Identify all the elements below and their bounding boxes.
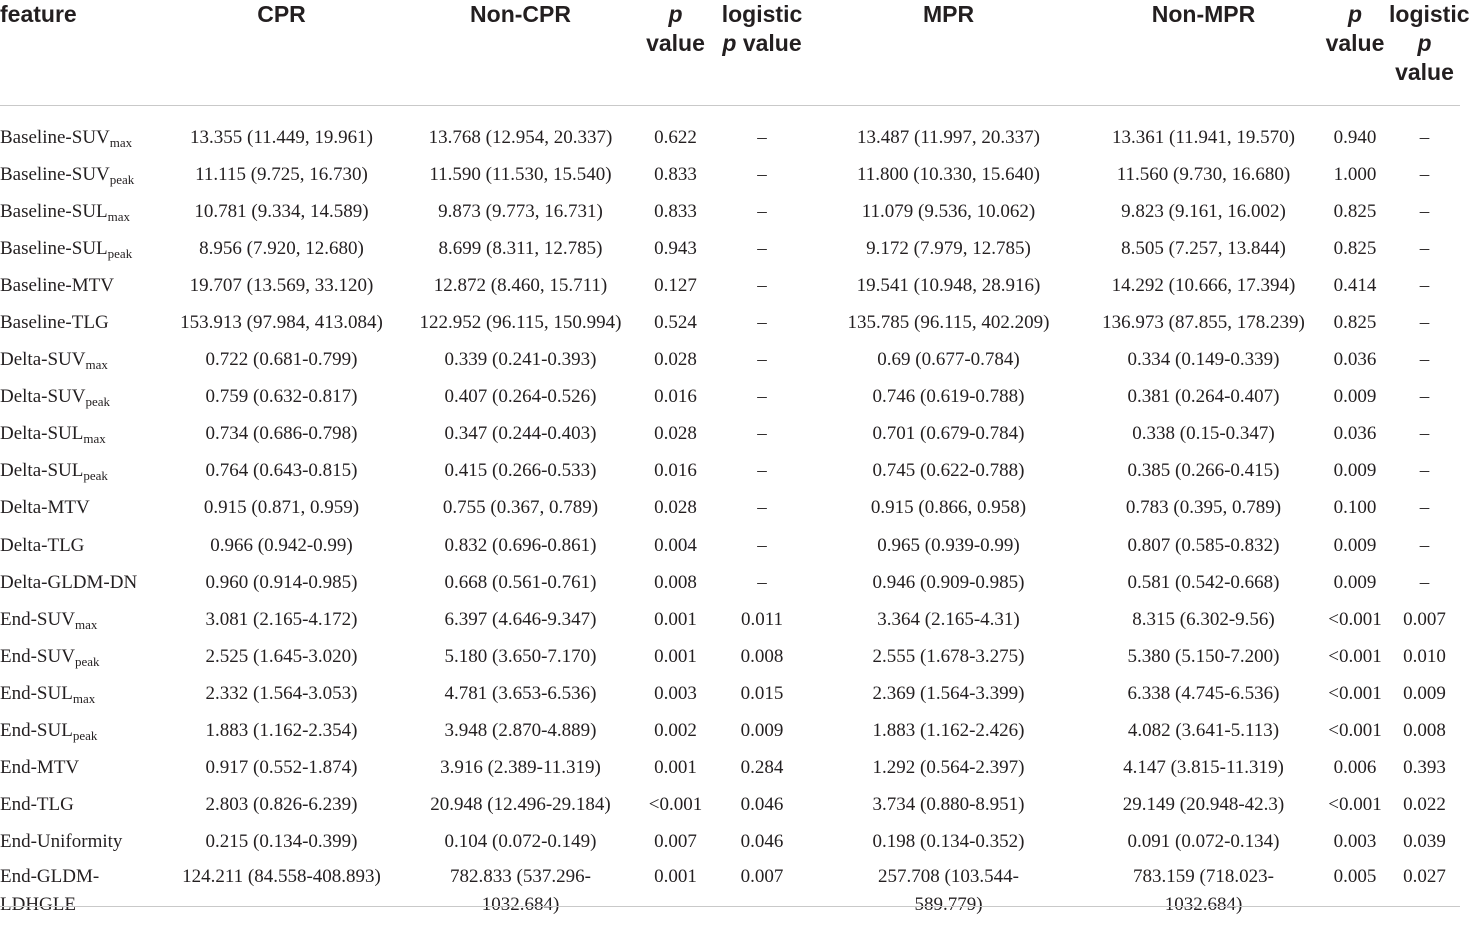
p-value-2-cell: <0.001 bbox=[1328, 645, 1382, 667]
header-cpr: CPR bbox=[160, 0, 403, 106]
feature-cell bbox=[0, 119, 160, 156]
non-cpr-cell: 3.916 (2.389-11.319) bbox=[440, 757, 601, 779]
header-p-value: p value bbox=[638, 0, 713, 106]
non-mpr-cell: 136.973 (87.855, 178.239) bbox=[1102, 312, 1305, 334]
feature-cell bbox=[0, 416, 160, 453]
feature-cell bbox=[0, 861, 160, 927]
cpr-cell: 0.722 (0.681-0.799) bbox=[205, 349, 358, 371]
feature-cell bbox=[0, 342, 160, 379]
feature-subscript: max bbox=[74, 616, 98, 632]
cpr-cell: 0.966 (0.942-0.99) bbox=[210, 534, 353, 556]
logistic-p-value-cell: – bbox=[757, 423, 767, 445]
non-cpr-cell: 20.948 (12.496-29.184) bbox=[430, 794, 611, 816]
p-value-cell: 0.004 bbox=[654, 534, 697, 556]
mpr-cell: 11.800 (10.330, 15.640) bbox=[857, 163, 1040, 185]
table-row bbox=[0, 416, 1460, 453]
table-bottom-rule bbox=[0, 906, 1460, 907]
non-cpr-cell: 4.781 (3.653-6.536) bbox=[444, 682, 597, 704]
logistic-p-value-cell: – bbox=[757, 497, 767, 519]
mpr-cell: 0.946 (0.909-0.985) bbox=[872, 571, 1025, 593]
table-body bbox=[0, 106, 1460, 927]
non-mpr-cell: 0.338 (0.15-0.347) bbox=[1132, 423, 1275, 445]
table-row bbox=[0, 713, 1460, 750]
logistic-p-value-cell: – bbox=[757, 386, 767, 408]
non-cpr-cell: 0.347 (0.244-0.403) bbox=[444, 423, 597, 445]
mpr-cell: 1.292 (0.564-2.397) bbox=[872, 757, 1025, 779]
p-value-2-cell: 0.009 bbox=[1333, 386, 1377, 408]
table-row bbox=[0, 638, 1460, 675]
feature-name: Delta-SUL bbox=[0, 423, 84, 445]
logistic-p-value-cell: – bbox=[757, 163, 767, 185]
table-row bbox=[0, 230, 1460, 267]
feature-cell bbox=[0, 564, 160, 601]
feature-name: Baseline-MTV bbox=[0, 274, 114, 296]
logistic-p-value-cell: – bbox=[757, 460, 767, 482]
mpr-cell: 3.734 (0.880-8.951) bbox=[872, 794, 1025, 816]
table-row bbox=[0, 119, 1460, 156]
non-cpr-cell: 12.872 (8.460, 15.711) bbox=[433, 274, 608, 296]
feature-cell bbox=[0, 787, 160, 824]
p-value-2-cell: <0.001 bbox=[1328, 794, 1382, 816]
cpr-cell: 3.081 (2.165-4.172) bbox=[205, 608, 358, 630]
table-row bbox=[0, 304, 1460, 341]
non-mpr-cell: 0.783 (0.395, 0.789) bbox=[1125, 497, 1282, 519]
mpr-cell bbox=[811, 861, 1086, 927]
feature-name: Delta-SUL bbox=[0, 460, 84, 482]
p-value-2-cell-line: 0.005 bbox=[1333, 865, 1377, 887]
non-mpr-cell: 13.361 (11.941, 19.570) bbox=[1112, 126, 1295, 148]
mpr-cell: 0.915 (0.866, 0.958) bbox=[870, 497, 1027, 519]
feature-cell bbox=[0, 156, 160, 193]
p-value-cell: 0.028 bbox=[654, 497, 697, 519]
logistic-p-value-cell: – bbox=[757, 571, 767, 593]
logistic-p-value-cell: – bbox=[757, 534, 767, 556]
p-value-2-cell: 1.000 bbox=[1333, 163, 1377, 185]
table-row bbox=[0, 564, 1460, 601]
p-value-cell: 0.028 bbox=[654, 423, 697, 445]
mpr-cell: 11.079 (9.536, 10.062) bbox=[861, 200, 1036, 222]
mpr-cell: 0.745 (0.622-0.788) bbox=[872, 460, 1025, 482]
p-value-2-cell: 0.825 bbox=[1333, 200, 1377, 222]
p-value-2-cell: 0.003 bbox=[1333, 831, 1377, 853]
header-non-cpr: Non-CPR bbox=[403, 0, 638, 106]
feature-name: End-MTV bbox=[0, 757, 80, 779]
p-value-2-cell: 0.009 bbox=[1333, 534, 1377, 556]
mpr-cell: 0.746 (0.619-0.788) bbox=[872, 386, 1025, 408]
p-value-2-cell: <0.001 bbox=[1328, 720, 1382, 742]
feature-cell bbox=[0, 527, 160, 564]
p-value-2-cell: 0.825 bbox=[1333, 237, 1377, 259]
feature-name: End-Uniformity bbox=[0, 831, 123, 853]
logistic-p-value-2-cell: – bbox=[1419, 534, 1430, 556]
feature-name: End-SUL bbox=[0, 720, 73, 742]
non-mpr-cell: 11.560 (9.730, 16.680) bbox=[1116, 163, 1291, 185]
table-row bbox=[0, 156, 1460, 193]
table-row bbox=[0, 861, 1460, 927]
mpr-cell: 135.785 (96.115, 402.209) bbox=[847, 312, 1050, 334]
p-value-cell: 0.622 bbox=[654, 126, 697, 148]
logistic-p-value-cell-line: 0.007 bbox=[740, 865, 784, 887]
mpr-cell: 19.541 (10.948, 28.916) bbox=[856, 274, 1041, 296]
feature-cell bbox=[0, 193, 160, 230]
logistic-p-value-cell bbox=[713, 861, 811, 927]
logistic-p-value-2-cell bbox=[1389, 861, 1460, 927]
feature-cell bbox=[0, 267, 160, 304]
cpr-cell: 0.915 (0.871, 0.959) bbox=[203, 497, 360, 519]
feature-name: Delta-SUV bbox=[0, 349, 86, 371]
non-cpr-cell: 0.832 (0.696-0.861) bbox=[444, 534, 597, 556]
cpr-cell: 0.734 (0.686-0.798) bbox=[205, 423, 358, 445]
cpr-cell: 0.759 (0.632-0.817) bbox=[205, 386, 358, 408]
p-value-cell: 0.943 bbox=[654, 237, 697, 259]
logistic-p-value-2-cell: 0.010 bbox=[1403, 645, 1446, 667]
p-value-cell: 0.001 bbox=[654, 608, 697, 630]
logistic-p-value-2-cell: – bbox=[1419, 312, 1430, 334]
table-row bbox=[0, 453, 1460, 490]
feature-cell bbox=[0, 230, 160, 267]
logistic-p-value-cell: 0.284 bbox=[740, 757, 784, 779]
non-mpr-cell: 14.292 (10.666, 17.394) bbox=[1111, 274, 1296, 296]
feature-subscript: max bbox=[85, 357, 108, 373]
cpr-cell: 2.803 (0.826-6.239) bbox=[205, 794, 358, 816]
cpr-cell-line: 124.211 (84.558-408.893) bbox=[182, 865, 381, 887]
p-value-2-cell: 0.006 bbox=[1333, 757, 1377, 779]
feature-cell bbox=[0, 638, 160, 675]
non-cpr-cell: 0.339 (0.241-0.393) bbox=[444, 349, 597, 371]
p-value-cell: 0.003 bbox=[654, 682, 697, 704]
feature-name: End-SUL bbox=[0, 682, 73, 704]
p-value-cell: 0.127 bbox=[654, 274, 697, 296]
feature-name: Baseline-SUV bbox=[0, 163, 110, 185]
cpr-cell: 1.883 (1.162-2.354) bbox=[205, 720, 358, 742]
logistic-p-value-2-cell: – bbox=[1419, 460, 1430, 482]
cpr-cell: 153.913 (97.984, 413.084) bbox=[180, 312, 383, 334]
non-mpr-cell: 4.147 (3.815-11.319) bbox=[1123, 757, 1284, 779]
non-cpr-cell: 13.768 (12.954, 20.337) bbox=[428, 126, 613, 148]
logistic-p-value-cell: – bbox=[757, 274, 767, 296]
logistic-p-value-cell: – bbox=[757, 126, 767, 148]
feature-subscript: max bbox=[83, 431, 106, 447]
p-value-2-cell: 0.414 bbox=[1333, 274, 1377, 296]
non-cpr-cell: 5.180 (3.650-7.170) bbox=[444, 645, 597, 667]
feature-cell bbox=[0, 304, 160, 341]
p-value-2-cell: 0.940 bbox=[1333, 126, 1377, 148]
p-value-2-cell bbox=[1321, 861, 1389, 927]
feature-subscript: peak bbox=[72, 728, 98, 744]
logistic-p-value-2-cell: – bbox=[1419, 423, 1430, 445]
feature-name: Delta-MTV bbox=[0, 497, 90, 519]
p-value-2-cell: 0.825 bbox=[1333, 312, 1377, 334]
p-value-cell bbox=[638, 861, 713, 927]
p-value-2-cell: <0.001 bbox=[1328, 682, 1382, 704]
non-mpr-cell: 8.505 (7.257, 13.844) bbox=[1121, 237, 1286, 259]
header-non-mpr: Non-MPR bbox=[1086, 0, 1321, 106]
non-mpr-cell bbox=[1086, 861, 1321, 927]
feature-subscript: peak bbox=[109, 171, 135, 187]
non-mpr-cell: 9.823 (9.161, 16.002) bbox=[1121, 200, 1286, 222]
non-mpr-cell: 0.091 (0.072-0.134) bbox=[1127, 831, 1280, 853]
header-p-value-2: p value bbox=[1321, 0, 1389, 106]
header-logistic-p-value-2: logistic p value bbox=[1389, 0, 1460, 106]
table-row bbox=[0, 675, 1460, 712]
logistic-p-value-cell: 0.046 bbox=[740, 831, 784, 853]
non-cpr-cell: 3.948 (2.870-4.889) bbox=[444, 720, 597, 742]
p-value-cell: 0.028 bbox=[654, 349, 697, 371]
non-mpr-cell: 0.581 (0.542-0.668) bbox=[1127, 571, 1280, 593]
p-value-cell: 0.016 bbox=[654, 460, 697, 482]
p-value-2-cell: <0.001 bbox=[1328, 608, 1382, 630]
feature-name: Baseline-SUV bbox=[0, 126, 110, 148]
feature-cell bbox=[0, 675, 160, 712]
logistic-p-value-2-cell: – bbox=[1419, 497, 1430, 519]
p-value-cell: 0.002 bbox=[654, 720, 697, 742]
non-mpr-cell: 0.807 (0.585-0.832) bbox=[1127, 534, 1280, 556]
p-value-2-cell: 0.009 bbox=[1333, 460, 1377, 482]
table-row bbox=[0, 750, 1460, 787]
logistic-p-value-cell: – bbox=[757, 200, 767, 222]
feature-cell bbox=[0, 453, 160, 490]
logistic-p-value-cell: 0.009 bbox=[740, 720, 784, 742]
logistic-p-value-cell: – bbox=[757, 349, 767, 371]
logistic-p-value-2-cell: – bbox=[1419, 237, 1430, 259]
non-mpr-cell: 4.082 (3.641-5.113) bbox=[1127, 720, 1280, 742]
mpr-cell: 2.555 (1.678-3.275) bbox=[872, 645, 1025, 667]
mpr-cell: 13.487 (11.997, 20.337) bbox=[857, 126, 1040, 148]
cpr-cell: 11.115 (9.725, 16.730) bbox=[195, 163, 368, 185]
cpr-cell: 19.707 (13.569, 33.120) bbox=[189, 274, 374, 296]
feature-name: Delta-TLG bbox=[0, 534, 85, 556]
feature-name: Baseline-SUL bbox=[0, 237, 108, 259]
feature-subscript: max bbox=[107, 208, 131, 224]
feature-cell bbox=[0, 750, 160, 787]
cpr-cell: 2.332 (1.564-3.053) bbox=[205, 682, 358, 704]
non-mpr-cell: 5.380 (5.150-7.200) bbox=[1127, 645, 1280, 667]
non-cpr-cell: 0.104 (0.072-0.149) bbox=[444, 831, 597, 853]
feature-subscript: peak bbox=[74, 653, 100, 669]
non-cpr-cell: 0.668 (0.561-0.761) bbox=[444, 571, 597, 593]
feature-cell bbox=[0, 379, 160, 416]
table-row bbox=[0, 787, 1460, 824]
mpr-cell: 1.883 (1.162-2.426) bbox=[872, 720, 1025, 742]
logistic-p-value-2-cell: – bbox=[1419, 126, 1430, 148]
p-value-2-cell: 0.036 bbox=[1333, 423, 1377, 445]
feature-name: End-TLG bbox=[0, 794, 74, 816]
feature-subscript: peak bbox=[83, 468, 108, 484]
logistic-p-value-2-cell: – bbox=[1419, 349, 1430, 371]
non-mpr-cell-line: 783.159 (718.023- bbox=[1133, 865, 1274, 887]
logistic-p-value-cell: – bbox=[757, 237, 767, 259]
non-cpr-cell-line: 782.833 (537.296- bbox=[450, 865, 591, 887]
feature-subscript: max bbox=[72, 690, 96, 706]
p-value-cell: 0.833 bbox=[654, 163, 697, 185]
p-value-cell: 0.524 bbox=[654, 312, 697, 334]
cpr-cell: 10.781 (9.334, 14.589) bbox=[194, 200, 369, 222]
logistic-p-value-2-cell: 0.022 bbox=[1403, 794, 1446, 816]
table-row bbox=[0, 601, 1460, 638]
cpr-cell: 0.917 (0.552-1.874) bbox=[205, 757, 358, 779]
non-cpr-cell: 122.952 (96.115, 150.994) bbox=[419, 312, 622, 334]
non-cpr-cell bbox=[403, 861, 638, 927]
logistic-p-value-cell: 0.015 bbox=[740, 682, 784, 704]
non-cpr-cell: 0.755 (0.367, 0.789) bbox=[442, 497, 599, 519]
table-row bbox=[0, 490, 1460, 527]
header-feature: feature bbox=[0, 0, 160, 106]
feature-cell bbox=[0, 824, 160, 861]
feature-cell bbox=[0, 490, 160, 527]
feature-subscript: peak bbox=[85, 394, 111, 410]
p-value-cell: <0.001 bbox=[648, 794, 703, 816]
cpr-cell: 2.525 (1.645-3.020) bbox=[205, 645, 358, 667]
non-cpr-cell: 6.397 (4.646-9.347) bbox=[444, 608, 597, 630]
cpr-cell: 0.764 (0.643-0.815) bbox=[205, 460, 358, 482]
table-row bbox=[0, 527, 1460, 564]
p-value-cell: 0.833 bbox=[654, 200, 697, 222]
p-value-2-cell: 0.100 bbox=[1333, 497, 1377, 519]
non-cpr-cell: 8.699 (8.311, 12.785) bbox=[438, 237, 603, 259]
non-mpr-cell: 29.149 (20.948-42.3) bbox=[1122, 794, 1285, 816]
p-value-2-cell: 0.036 bbox=[1333, 349, 1377, 371]
p-value-2-cell: 0.009 bbox=[1333, 571, 1377, 593]
cpr-cell: 0.960 (0.914-0.985) bbox=[205, 571, 358, 593]
feature-name: End-SUV bbox=[0, 645, 75, 667]
header-logistic-p-value: logistic p value bbox=[713, 0, 811, 106]
cpr-cell: 8.956 (7.920, 12.680) bbox=[199, 237, 364, 259]
mpr-cell: 2.369 (1.564-3.399) bbox=[872, 682, 1025, 704]
feature-cell-line: LDHGLE bbox=[0, 893, 76, 915]
non-mpr-cell: 0.381 (0.264-0.407) bbox=[1127, 386, 1280, 408]
logistic-p-value-2-cell: – bbox=[1419, 163, 1430, 185]
non-cpr-cell: 9.873 (9.773, 16.731) bbox=[438, 200, 603, 222]
mpr-cell: 9.172 (7.979, 12.785) bbox=[866, 237, 1031, 259]
feature-name: Baseline-SUL bbox=[0, 200, 108, 222]
logistic-p-value-2-cell: 0.008 bbox=[1403, 720, 1446, 742]
non-mpr-cell: 0.334 (0.149-0.339) bbox=[1127, 349, 1280, 371]
table-row bbox=[0, 267, 1460, 304]
non-cpr-cell-line: 1032.684) bbox=[481, 893, 560, 915]
feature-cell bbox=[0, 713, 160, 750]
p-value-cell: 0.001 bbox=[654, 757, 697, 779]
logistic-p-value-2-cell: 0.039 bbox=[1403, 831, 1446, 853]
p-value-cell: 0.007 bbox=[654, 831, 697, 853]
logistic-p-value-2-cell: – bbox=[1419, 571, 1430, 593]
mpr-cell-line: 589.779) bbox=[914, 893, 983, 915]
logistic-p-value-cell: 0.046 bbox=[740, 794, 784, 816]
feature-name: End-SUV bbox=[0, 608, 75, 630]
mpr-cell-line: 257.708 (103.544- bbox=[878, 865, 1019, 887]
feature-cell bbox=[0, 601, 160, 638]
logistic-p-value-2-cell: 0.009 bbox=[1403, 682, 1446, 704]
feature-subscript: max bbox=[109, 134, 133, 150]
p-value-cell-line: 0.001 bbox=[654, 865, 697, 887]
mpr-cell: 3.364 (2.165-4.31) bbox=[877, 608, 1020, 630]
feature-cell-line: End-GLDM- bbox=[0, 865, 100, 887]
feature-name: Baseline-TLG bbox=[0, 312, 109, 334]
logistic-p-value-cell: 0.008 bbox=[740, 645, 784, 667]
logistic-p-value-2-cell: 0.393 bbox=[1403, 757, 1446, 779]
logistic-p-value-2-cell-line: 0.027 bbox=[1403, 865, 1446, 887]
non-mpr-cell-line: 1032.684) bbox=[1164, 893, 1243, 915]
mpr-cell: 0.965 (0.939-0.99) bbox=[877, 534, 1020, 556]
logistic-p-value-2-cell: 0.007 bbox=[1403, 608, 1446, 630]
logistic-p-value-2-cell: – bbox=[1419, 200, 1430, 222]
mpr-cell: 0.701 (0.679-0.784) bbox=[872, 423, 1025, 445]
p-value-cell: 0.001 bbox=[654, 645, 697, 667]
table-row bbox=[0, 824, 1460, 861]
cpr-cell bbox=[160, 861, 403, 927]
feature-name: Delta-GLDM-DN bbox=[0, 571, 138, 593]
header-mpr: MPR bbox=[811, 0, 1086, 106]
table-row bbox=[0, 193, 1460, 230]
mpr-cell: 0.198 (0.134-0.352) bbox=[872, 831, 1025, 853]
logistic-p-value-cell: 0.011 bbox=[740, 608, 784, 630]
non-cpr-cell: 0.415 (0.266-0.533) bbox=[444, 460, 597, 482]
feature-name: Delta-SUV bbox=[0, 386, 86, 408]
non-cpr-cell: 11.590 (11.530, 15.540) bbox=[429, 163, 612, 185]
table-row bbox=[0, 379, 1460, 416]
table-row bbox=[0, 342, 1460, 379]
logistic-p-value-2-cell: – bbox=[1419, 386, 1430, 408]
table-header bbox=[0, 0, 1470, 106]
cpr-cell: 13.355 (11.449, 19.961) bbox=[190, 126, 373, 148]
non-mpr-cell: 6.338 (4.745-6.536) bbox=[1127, 682, 1280, 704]
mpr-cell: 0.69 (0.677-0.784) bbox=[877, 349, 1020, 371]
non-cpr-cell: 0.407 (0.264-0.526) bbox=[444, 386, 597, 408]
cpr-cell: 0.215 (0.134-0.399) bbox=[205, 831, 358, 853]
p-value-cell: 0.008 bbox=[654, 571, 697, 593]
logistic-p-value-cell: – bbox=[757, 312, 767, 334]
non-mpr-cell: 0.385 (0.266-0.415) bbox=[1127, 460, 1280, 482]
non-mpr-cell: 8.315 (6.302-9.56) bbox=[1132, 608, 1275, 630]
p-value-cell: 0.016 bbox=[654, 386, 697, 408]
feature-subscript: peak bbox=[107, 245, 133, 261]
logistic-p-value-2-cell: – bbox=[1419, 274, 1430, 296]
